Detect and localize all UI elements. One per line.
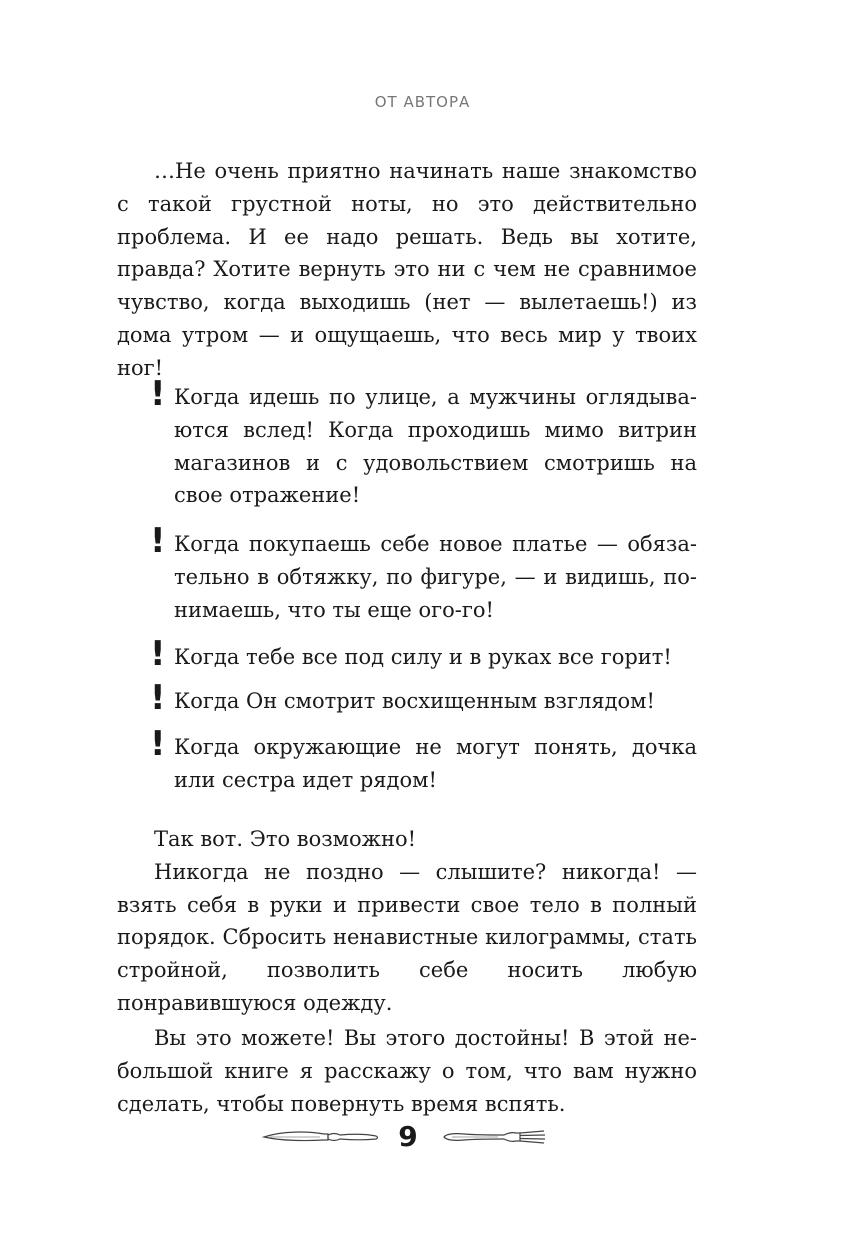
body-paragraph: Никогда не поздно — слышите? никогда! — взять себя в руки и привести свое тело в полный порядок. Сбросить ненавистные килограммы, стать стройной, позволить себе носить любую понравившуюся одежду. (117, 859, 697, 1015)
list-item (150, 724, 697, 797)
fork-icon (442, 1126, 548, 1148)
exclamation-bullet-icon: ! (150, 634, 166, 674)
closing-paragraph-block (117, 1022, 697, 1120)
list-item (150, 374, 697, 512)
page-number: 9 (398, 1120, 418, 1153)
knife-icon (262, 1126, 382, 1148)
running-head: ОТ АВТОРА (374, 93, 471, 111)
exclamation-bullet-icon: ! (150, 724, 166, 764)
list-item-text: Когда Он смотрит восхищенным взглядом! (174, 689, 655, 713)
intro-paragraph: …Не очень приятно начинать наше знакомство с такой грустной ноты, но это действительно проблема. И ее надо решать. Ведь вы хотите, правда? Хотите вернуть это ни с чем не сравнимое чувство, когда выходишь (нет — вылетаешь!) из дома утром — и ощущаешь, что весь мир у твоих ног! (117, 159, 697, 380)
folio (0, 1118, 845, 1158)
list-item-text: Когда покупаешь себе новое платье — обязательно в обтяжку, по фигуре, — и видишь, понимаешь, что ты еще ого-го! (174, 532, 697, 622)
list-item (150, 678, 697, 718)
exclamation-bullet-icon: ! (150, 678, 166, 718)
exclamation-bullet-icon: ! (150, 521, 166, 561)
body-paragraph: Так вот. Это возможно! (154, 827, 417, 851)
body-paragraph: Вы это можете! Вы этого достойны! В этой небольшой книге я расскажу о том, что вам нужно сделать, чтобы повернуть время вспять. (117, 1026, 697, 1116)
list-item-text: Когда окружающие не могут понять, дочка или сестра идет рядом! (174, 735, 697, 792)
exclamation-bullet-icon: ! (150, 374, 166, 414)
list-item (150, 521, 697, 626)
list-item-text: Когда тебе все под силу и в руках все горит! (174, 645, 672, 669)
list-item-text: Когда идешь по улице, а мужчины оглядываются вслед! Когда проходишь мимо витрин магазинов и с удовольствием смотришь на свое отражение! (174, 385, 697, 508)
list-item (150, 634, 697, 674)
intro-paragraph-block (117, 155, 697, 385)
body-paragraph-block (117, 823, 697, 1020)
